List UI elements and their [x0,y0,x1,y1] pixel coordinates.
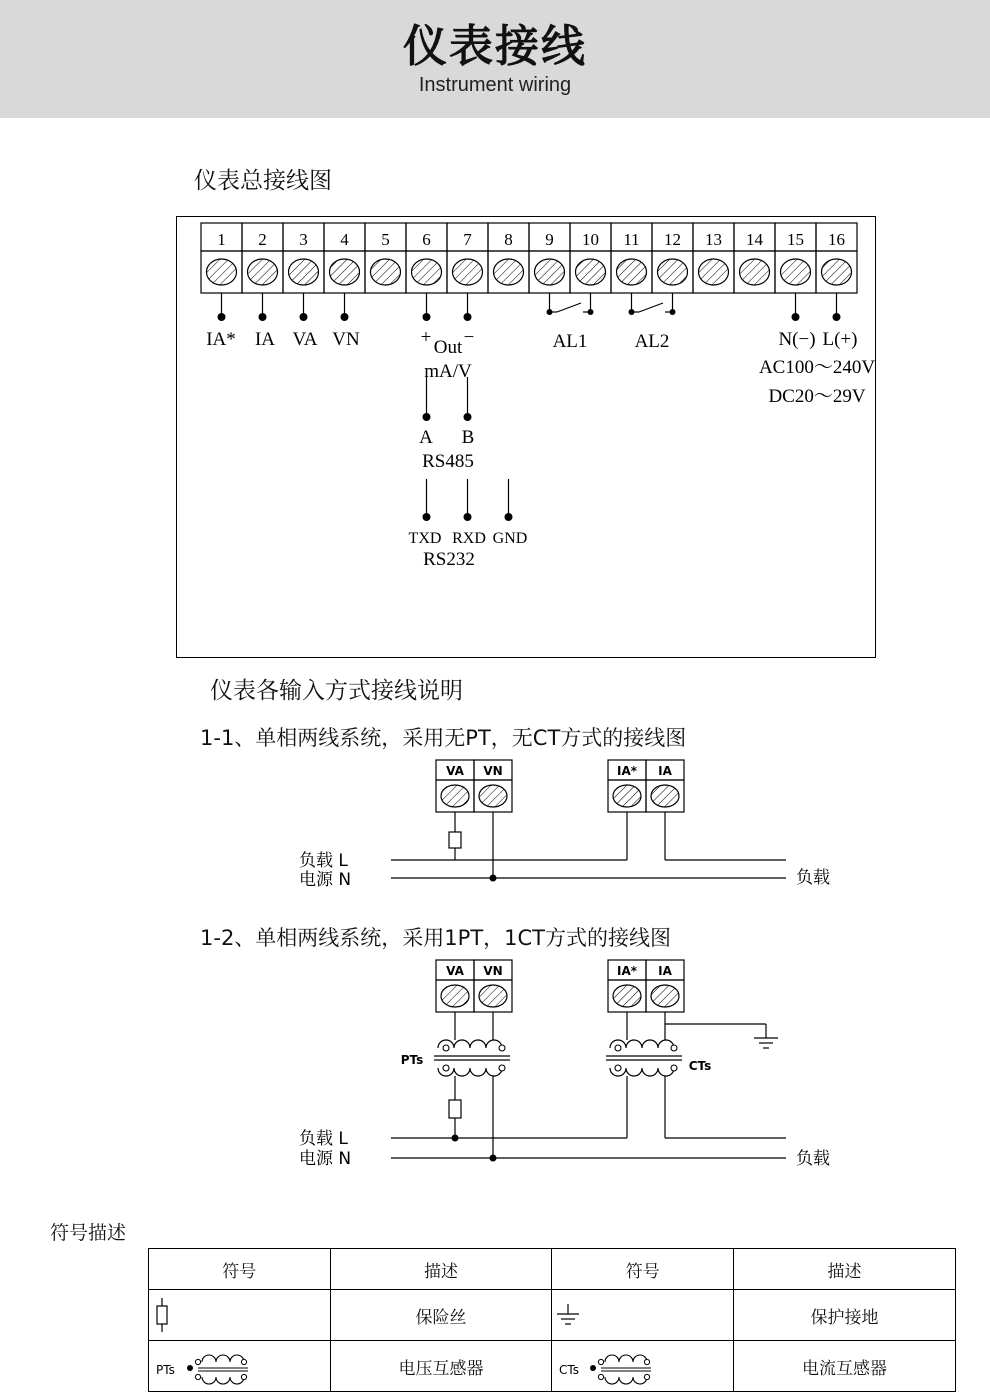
terminal-number: 12 [664,230,681,249]
col-header-symbol-1: 符号 [149,1249,331,1290]
label-dc-range: DC20～29V [768,386,866,407]
pts-icon-label: PTs [156,1363,175,1377]
terminal-number: 11 [623,230,640,249]
fuse-icon [150,1298,174,1332]
col-header-desc-1: 描述 [330,1249,552,1290]
label-ac-range: AC100～240V [758,357,875,378]
col-header-desc-2: 描述 [734,1249,956,1290]
earth-desc: 保护接地 [734,1290,956,1341]
label-load-right: 负载 [796,868,830,888]
page-title-zh: 仪表接线 [403,21,587,72]
input-modes-title: 仪表各输入方式接线说明 [210,678,463,704]
terminal-number: 3 [299,230,308,249]
label-load-l: 负载 L [299,1129,348,1149]
table-row [149,1290,956,1341]
case-1-1-title: 1-1、单相两线系统，采用无PT，无CT方式的接线图 [200,726,687,750]
terminal-number: 16 [828,230,845,249]
label-ia-star: IA* [206,329,236,350]
cts-icon [553,1346,673,1386]
label-txd: TXD [408,530,442,547]
label-rs232: RS232 [423,549,475,570]
pts-desc: 电压互感器 [330,1341,552,1392]
terminal-number: 4 [340,230,349,249]
symbol-table [148,1248,956,1392]
case-1-2-title: 1-2、单相两线系统，采用1PT，1CT方式的接线图 [200,926,672,950]
label-vn: VN [332,329,360,350]
label-rs485-b: B [461,427,475,448]
label-l-pos: L(+) [822,329,858,350]
label-rs485: RS485 [422,451,474,472]
label-n-neg: N(−) [778,329,816,350]
terminal-number: 9 [545,230,554,249]
earth-icon [553,1302,583,1328]
case-1-2-diagram [176,952,896,1192]
cts-label: CTs [688,1059,712,1073]
label-load-l: 负载 L [299,851,348,871]
terminal-number: 1 [217,230,226,249]
terminal-label-va: VA [446,964,464,978]
label-source-n: 电源 N [299,1149,352,1169]
terminal-number: 15 [787,230,804,249]
terminal-number: 10 [582,230,599,249]
symbol-table-title: 符号描述 [50,1222,127,1244]
terminal-label-vn: VN [483,964,503,978]
fuse-desc: 保险丝 [330,1290,552,1341]
terminal-number: 5 [381,230,390,249]
terminal-label-ia-star: IA* [616,964,638,978]
terminal-label-ia: IA [658,764,672,778]
terminal-label-va: VA [446,764,464,778]
cts-desc: 电流互感器 [734,1341,956,1392]
label-al2: AL2 [634,331,670,352]
pts-icon [150,1346,270,1386]
page-header [0,0,990,118]
case-1-1-diagram [176,752,896,912]
terminal-number: 14 [746,230,763,249]
earth-icon-cell [552,1290,734,1341]
pts-icon-cell [149,1341,331,1392]
table-header-row [149,1249,956,1290]
label-load-right: 负载 [796,1149,830,1169]
label-source-n: 电源 N [299,870,352,890]
terminal-number: 2 [258,230,267,249]
terminal-number: 7 [463,230,472,249]
label-rs485-a: A [419,427,433,448]
label-va: VA [292,329,318,350]
page-title-en: Instrument wiring [418,74,572,96]
label-mav: mA/V [424,361,472,382]
label-out: Out [433,337,463,358]
cts-icon-cell [552,1341,734,1392]
main-diagram-title: 仪表总接线图 [194,168,332,194]
pts-label: PTs [400,1053,424,1067]
terminal-number: 13 [705,230,722,249]
fuse-icon-cell [149,1290,331,1341]
terminal-label-ia: IA [658,964,672,978]
cts-icon-label: CTs [559,1363,580,1377]
label-minus: − [463,327,475,348]
main-wiring-diagram [176,216,876,658]
terminal-number: 8 [504,230,513,249]
terminal-number: 6 [422,230,431,249]
label-rxd: RXD [452,530,486,547]
terminal-label-vn: VN [483,764,503,778]
label-al1: AL1 [552,331,588,352]
label-plus: + [420,327,432,348]
terminal-label-ia-star: IA* [616,764,638,778]
col-header-symbol-2: 符号 [552,1249,734,1290]
label-gnd: GND [492,530,528,547]
label-ia: IA [254,329,276,350]
table-row [149,1341,956,1392]
